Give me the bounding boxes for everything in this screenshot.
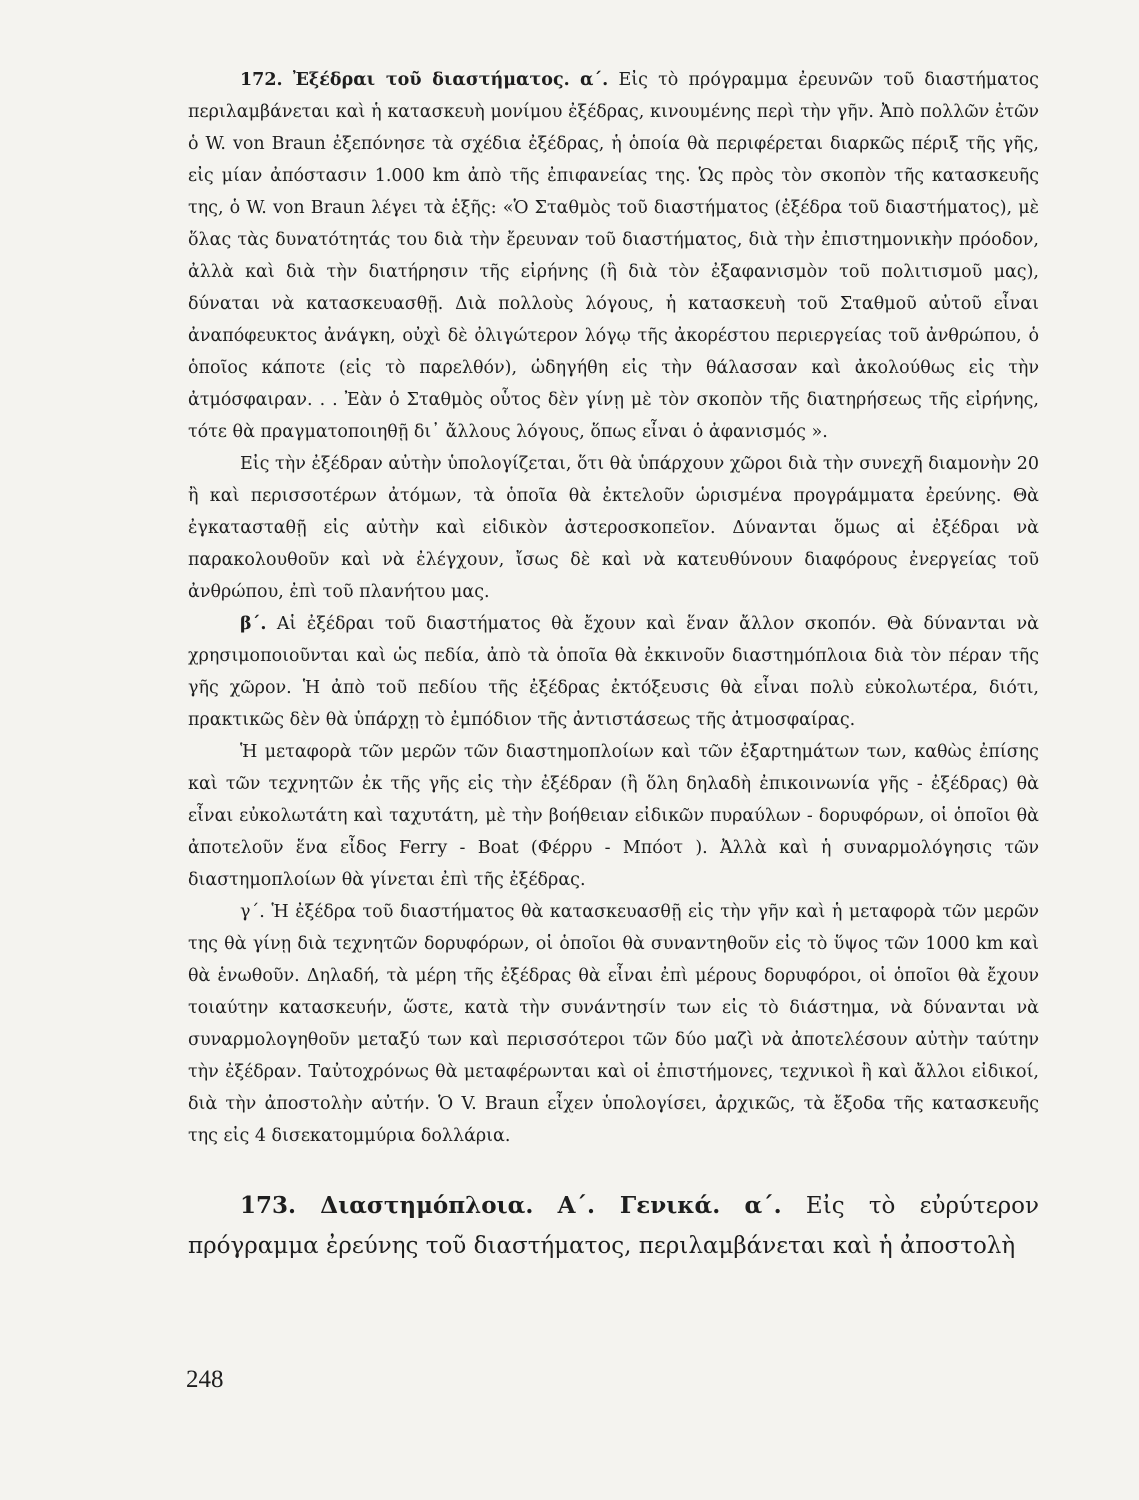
section-172-marker-c: γ΄. <box>240 902 265 922</box>
section-173-number: 173. <box>240 1192 297 1219</box>
section-172-text-1: Εἰς τὸ πρόγραμμα ἐρευνῶν τοῦ διαστήματος περιλαμβάνεται καὶ ἡ κατασκευὴ μονίμου ἐξέδρας, κινουμένης περὶ τὴν γῆν. Ἀπὸ πολλῶν ἐτῶν ὁ W. von Braun ἐξεπόνησε τὰ σχέδια ἐξέδρας, ἡ ὁποία θὰ περιφέρεται διαρκῶς πέριξ τῆς γῆς, εἰς μίαν ἀπόστασιν 1.000 km ἀπὸ τῆς ἐπιφανείας της. Ὡς πρὸς τὸν σκοπὸν τῆς κατασκευῆς της, ὁ W. von Braun λέγει τὰ ἑξῆς: «Ὁ Σταθμὸς τοῦ διαστήματος (ἐξέδρα τοῦ διαστήματος), μὲ ὅλας τὰς δυνατότητάς του διὰ τὴν ἔρευναν τοῦ διαστήματος, διὰ τὴν ἐπιστημονικὴν πρόοδον, ἀλλὰ καὶ διὰ τὴν διατήρησιν τῆς εἰρήνης (ἢ διὰ τὸν ἐξαφανισμὸν τοῦ πολιτισμοῦ μας), δύναται νὰ κατασκευασθῇ. Διὰ πολλοὺς λόγους, ἡ κατασκευὴ τοῦ Σταθμοῦ αὐτοῦ εἶναι ἀναπόφευκτος ἀνάγκη, οὐχὶ δὲ ὀλιγώτερον λόγῳ τῆς ἀκορέστου περιεργείας τοῦ ἀνθρώπου, ὁ ὁποῖος κάποτε (εἰς τὸ παρελθόν), ὡδηγήθη εἰς τὴν θάλασσαν καὶ ἀκολούθως εἰς τὴν ἀτμόσφαιραν. . . Ἐὰν ὁ Σταθμὸς οὗτος δὲν γίνῃ μὲ τὸν σκοπὸν τῆς διατηρήσεως τῆς εἰρήνης, τότε θὰ πραγματοποιηθῇ δι᾽ ἄλλους λόγους, ὅπως εἶναι ὁ ἀφανισμός ». <box>188 70 1039 442</box>
section-172-marker-a: α΄. <box>579 70 609 90</box>
section-172-paragraph-1 <box>188 64 1039 448</box>
section-172-paragraph-3 <box>188 608 1039 736</box>
section-172-title: Ἐξέδραι τοῦ διαστήματος. <box>292 70 570 90</box>
section-172-number: 172. <box>240 70 283 90</box>
section-173-subtitle: Α΄. Γενικά. <box>557 1192 721 1219</box>
section-173-paragraph <box>188 1186 1039 1266</box>
page-number: 248 <box>186 1366 224 1393</box>
section-172-paragraph-4: Ἡ μεταφορὰ τῶν μερῶν τῶν διαστημοπλοίων καὶ τῶν ἐξαρτημάτων των, καθὼς ἐπίσης καὶ τῶν τεχνητῶν ἐκ τῆς γῆς εἰς τὴν ἐξέδραν (ἢ ὅλη δηλαδὴ ἐπικοινωνία γῆς - ἐξέδρας) θὰ εἶναι εὐκολωτάτη καὶ ταχυτάτη, μὲ τὴν βοήθειαν εἰδικῶν πυραύλων - δορυφόρων, οἱ ὁποῖοι θὰ ἀποτελοῦν ἕνα εἶδος Ferry - Boat (Φέρρυ - Μπόοτ ). Ἀλλὰ καὶ ἡ συναρμολόγησις τῶν διαστημοπλοίων θὰ γίνεται ἐπὶ τῆς ἐξέδρας. <box>188 742 1039 890</box>
section-172-paragraph-5 <box>188 896 1039 1152</box>
section-173-title: Διαστημόπλοια. <box>320 1192 534 1219</box>
section-172-text-3: Αἱ ἐξέδραι τοῦ διαστήματος θὰ ἔχουν καὶ ἕναν ἄλλον σκοπόν. Θὰ δύνανται νὰ χρησιμοποιοῦνται καὶ ὡς πεδία, ἀπὸ τὰ ὁποῖα θὰ ἐκκινοῦν διαστημόπλοια διὰ τὸν πέραν τῆς γῆς χῶρον. Ἡ ἀπὸ τοῦ πεδίου τῆς ἐξέδρας ἐκτόξευσις θὰ εἶναι πολὺ εὐκολωτέρα, διότι, πρακτικῶς δὲν θὰ ὑπάρχῃ τὸ ἐμπόδιον τῆς ἀντιστάσεως τῆς ἀτμοσφαίρας. <box>188 614 1039 730</box>
section-173-text: Εἰς τὸ εὐρύτερον πρόγραμμα ἐρεύνης τοῦ διαστήματος, περιλαμβάνεται καὶ ἡ ἀποστολὴ <box>188 1193 1039 1259</box>
section-172-paragraph-2: Εἰς τὴν ἐξέδραν αὐτὴν ὑπολογίζεται, ὅτι θὰ ὑπάρχουν χῶροι διὰ τὴν συνεχῆ διαμονὴν 20 ἢ καὶ περισσοτέρων ἀτόμων, τὰ ὁποῖα θὰ ἐκτελοῦν ὡρισμένα προγράμματα ἐρεύνης. Θὰ ἐγκατασταθῇ εἰς αὐτὴν καὶ εἰδικὸν ἀστεροσκοπεῖον. Δύνανται ὅμως αἱ ἐξέδραι νὰ παρακολουθοῦν καὶ νὰ ἐλέγχουν, ἴσως δὲ καὶ νὰ κατευθύνουν διαφόρους ἐνεργείας τοῦ ἀνθρώπου, ἐπὶ τοῦ πλανήτου μας. <box>188 454 1039 602</box>
section-173-marker-a: α΄. <box>744 1192 782 1219</box>
section-172-text-5: Ἡ ἐξέδρα τοῦ διαστήματος θὰ κατασκευασθῇ εἰς τὴν γῆν καὶ ἡ μεταφορὰ τῶν μερῶν της θὰ γίνῃ διὰ τεχνητῶν δορυφόρων, οἱ ὁποῖοι θὰ συναντηθοῦν εἰς τὸ ὕψος τῶν 1000 km καὶ θὰ ἑνωθοῦν. Δηλαδή, τὰ μέρη τῆς ἐξέδρας θὰ εἶναι ἐπὶ μέρους δορυφόροι, οἱ ὁποῖοι θὰ ἔχουν τοιαύτην κατασκευήν, ὥστε, κατὰ τὴν συνάντησίν των εἰς τὸ διάστημα, νὰ δύνανται νὰ συναρμολογηθοῦν μεταξύ των καὶ περισσότεροι τῶν δύο μαζὶ νὰ ἀποτελέσουν αὐτὴν ταύτην τὴν ἐξέδραν. Ταὐτοχρόνως θὰ μεταφέρωνται καὶ οἱ ἐπιστήμονες, τεχνικοὶ ἢ καὶ ἄλλοι εἰδικοί, διὰ τὴν ἀποστολὴν αὐτήν. Ὁ V. Braun εἶχεν ὑπολογίσει, ἀρχικῶς, τὰ ἔξοδα τῆς κατασκευῆς της εἰς 4 δισεκατομμύρια δολλάρια. <box>188 902 1039 1146</box>
section-172-marker-b: β΄. <box>240 614 267 634</box>
